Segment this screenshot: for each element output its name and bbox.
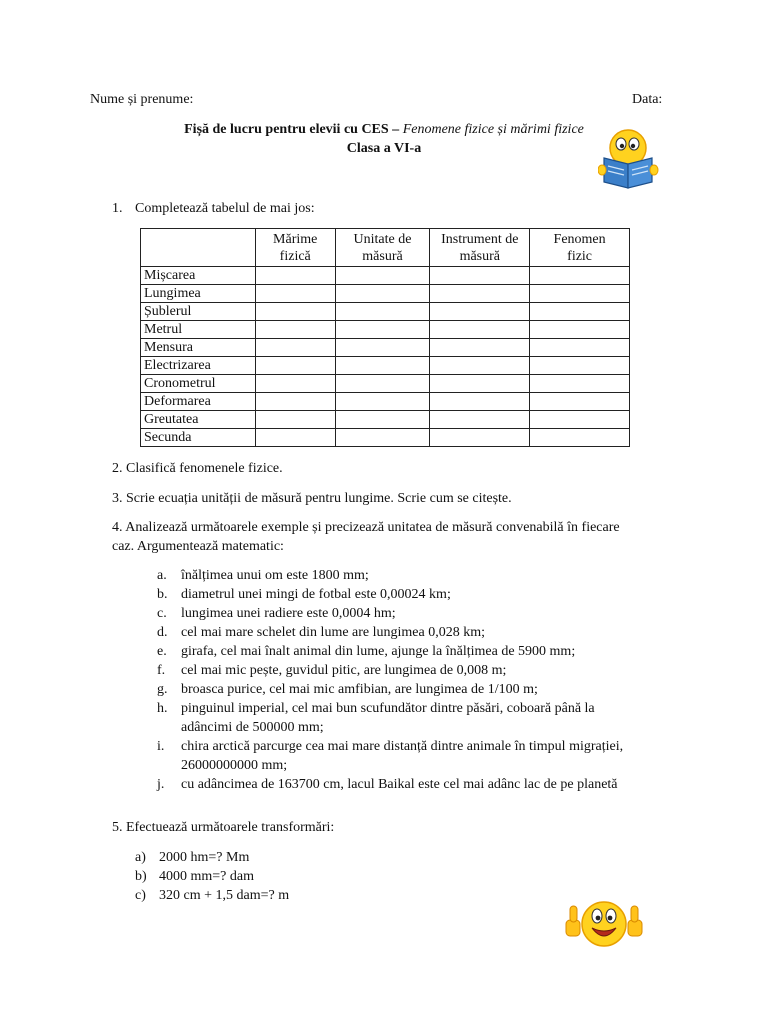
q3-text: 3. Scrie ecuația unității de măsură pentru lungime. Scrie cum se citește. bbox=[112, 491, 512, 506]
list-item: d. cel mai mare schelet din lume are lungimea 0,028 km; bbox=[157, 625, 486, 640]
answer-cell[interactable] bbox=[335, 303, 430, 321]
answer-cell[interactable] bbox=[255, 339, 335, 357]
answer-cell[interactable] bbox=[430, 375, 530, 393]
answer-cell[interactable] bbox=[335, 357, 430, 375]
answer-cell[interactable] bbox=[255, 303, 335, 321]
table-row bbox=[141, 303, 630, 321]
table-row bbox=[141, 411, 630, 429]
q2-text: 2. Clasifică fenomenele fizice. bbox=[112, 461, 283, 476]
answer-cell[interactable] bbox=[530, 357, 630, 375]
row-label: Lungimea bbox=[141, 285, 256, 303]
list-item: f. cel mai mic pește, guvidul pitic, are lungimea de 0,008 m; bbox=[157, 663, 507, 678]
list-item: h. pinguinul imperial, cel mai bun scufundător dintre păsări, coboară până la adâncimi de 500000 mm; bbox=[157, 701, 595, 735]
row-label: Metrul bbox=[141, 321, 256, 339]
emoji-reading-book-icon bbox=[598, 126, 662, 190]
class-title: Clasa a VI-a bbox=[346, 141, 422, 156]
answer-cell[interactable] bbox=[255, 357, 335, 375]
date-label: Data: bbox=[632, 92, 663, 107]
q4-list bbox=[157, 566, 677, 794]
name-label: Nume și prenume: bbox=[90, 92, 194, 107]
col-header-instrument: Instrument de măsură bbox=[430, 229, 530, 267]
answer-cell[interactable] bbox=[335, 267, 430, 285]
answer-cell[interactable] bbox=[430, 429, 530, 447]
answer-cell[interactable] bbox=[255, 267, 335, 285]
list-item: c) 320 cm + 1,5 dam=? m bbox=[135, 888, 290, 903]
answer-cell[interactable] bbox=[530, 375, 630, 393]
answer-cell[interactable] bbox=[335, 375, 430, 393]
q4-line2: caz. Argumentează matematic: bbox=[112, 539, 284, 554]
row-label: Mensura bbox=[141, 339, 256, 357]
row-label: Deformarea bbox=[141, 393, 256, 411]
list-item: b. diametrul unei mingi de fotbal este 0,00024 km; bbox=[157, 587, 451, 602]
list-item: g. broasca purice, cel mai mic amfibian, are lungimea de 1/100 m; bbox=[157, 682, 538, 697]
answer-cell[interactable] bbox=[255, 321, 335, 339]
col-header-unitate: Unitate de măsură bbox=[335, 229, 430, 267]
answer-cell[interactable] bbox=[255, 393, 335, 411]
answer-cell[interactable] bbox=[255, 375, 335, 393]
list-item: a) 2000 hm=? Mm bbox=[135, 850, 250, 865]
list-item: b) 4000 mm=? dam bbox=[135, 869, 254, 884]
table-row bbox=[141, 285, 630, 303]
table-row bbox=[141, 339, 630, 357]
title-main: Fișă de lucru pentru elevii cu CES – bbox=[184, 122, 403, 137]
answer-cell[interactable] bbox=[530, 303, 630, 321]
answer-cell[interactable] bbox=[335, 429, 430, 447]
q1-number: 1. bbox=[112, 201, 123, 216]
answer-cell[interactable] bbox=[255, 429, 335, 447]
row-label: Șublerul bbox=[141, 303, 256, 321]
col-header-marime: Mărime fizică bbox=[255, 229, 335, 267]
table-row bbox=[141, 357, 630, 375]
list-item: j. cu adâncimea de 163700 cm, lacul Baikal este cel mai adânc lac de pe planetă bbox=[157, 777, 618, 792]
answer-cell[interactable] bbox=[430, 393, 530, 411]
list-item: c. lungimea unei radiere este 0,0004 hm; bbox=[157, 606, 396, 621]
list-item: e. girafa, cel mai înalt animal din lume, ajunge la înălțimea de 5900 mm; bbox=[157, 644, 576, 659]
answer-cell[interactable] bbox=[530, 321, 630, 339]
q4-line1: 4. Analizează următoarele exemple și precizează unitatea de măsură convenabilă în fiecare bbox=[112, 520, 620, 535]
title-topic: Fenomene fizice și mărimi fizice bbox=[402, 122, 584, 137]
row-label: Electrizarea bbox=[141, 357, 256, 375]
answer-cell[interactable] bbox=[430, 267, 530, 285]
col-header-fenomen: Fenomen fizic bbox=[530, 229, 630, 267]
answer-cell[interactable] bbox=[430, 339, 530, 357]
row-label: Mișcarea bbox=[141, 267, 256, 285]
table-header-empty bbox=[141, 229, 256, 267]
q5-text: 5. Efectuează următoarele transformări: bbox=[112, 820, 335, 835]
row-label: Cronometrul bbox=[141, 375, 256, 393]
table-row bbox=[141, 375, 630, 393]
answer-cell[interactable] bbox=[430, 285, 530, 303]
table-row bbox=[141, 393, 630, 411]
table-row bbox=[141, 429, 630, 447]
answer-cell[interactable] bbox=[530, 429, 630, 447]
answer-cell[interactable] bbox=[430, 321, 530, 339]
answer-cell[interactable] bbox=[335, 339, 430, 357]
table-row bbox=[141, 267, 630, 285]
row-label: Greutatea bbox=[141, 411, 256, 429]
emoji-thumbs-up-icon bbox=[564, 894, 644, 952]
answer-cell[interactable] bbox=[335, 393, 430, 411]
row-label: Secunda bbox=[141, 429, 256, 447]
table-header-row bbox=[141, 229, 630, 267]
answer-cell[interactable] bbox=[530, 267, 630, 285]
table-row bbox=[141, 321, 630, 339]
q5-list bbox=[135, 848, 535, 905]
answer-cell[interactable] bbox=[530, 285, 630, 303]
answer-cell[interactable] bbox=[430, 411, 530, 429]
answer-cell[interactable] bbox=[430, 303, 530, 321]
physics-table bbox=[140, 228, 630, 447]
answer-cell[interactable] bbox=[530, 339, 630, 357]
answer-cell[interactable] bbox=[255, 285, 335, 303]
answer-cell[interactable] bbox=[335, 321, 430, 339]
answer-cell[interactable] bbox=[335, 285, 430, 303]
answer-cell[interactable] bbox=[255, 411, 335, 429]
q1-text: Completează tabelul de mai jos: bbox=[135, 201, 315, 216]
answer-cell[interactable] bbox=[530, 393, 630, 411]
answer-cell[interactable] bbox=[335, 411, 430, 429]
list-item: i. chira arctică parcurge cea mai mare distanță dintre animale în timpul migrației, 26000000000 mm; bbox=[157, 739, 624, 773]
answer-cell[interactable] bbox=[430, 357, 530, 375]
list-item: a. înălțimea unui om este 1800 mm; bbox=[157, 568, 369, 583]
answer-cell[interactable] bbox=[530, 411, 630, 429]
